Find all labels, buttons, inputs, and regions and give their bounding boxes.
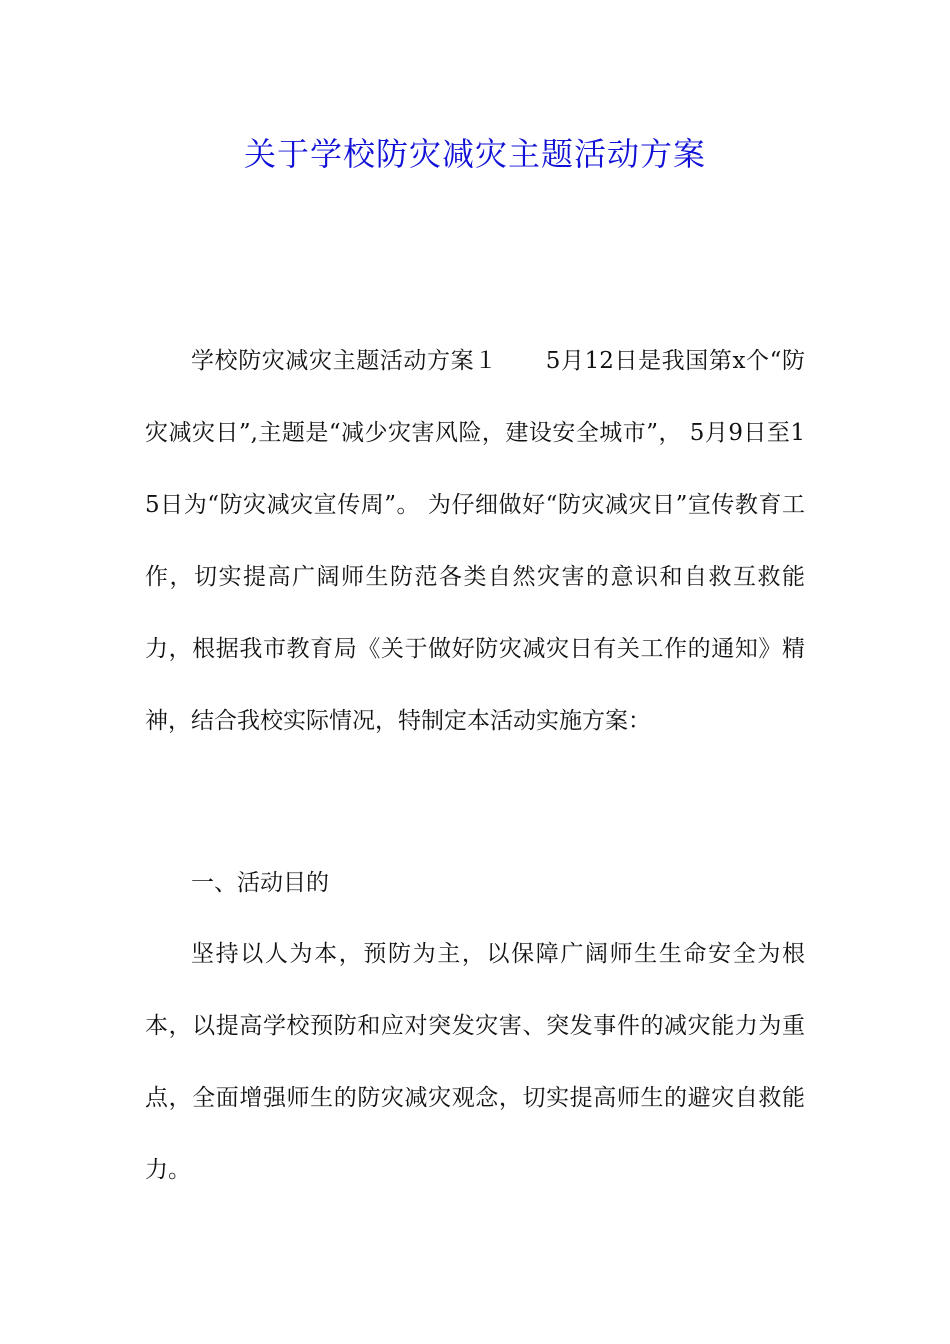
paragraph-lead: 学校防灾减灾主题活动方案１ (191, 348, 498, 374)
paragraph-goals (145, 918, 805, 1206)
page-title: 关于学校防灾减灾主题活动方案 (243, 135, 706, 173)
section-heading (145, 847, 805, 919)
section-heading-text: 一、活动目的 (191, 870, 329, 896)
paragraph-text: 坚持以人为本，预防为主，以保障广阔师生生命安全为根本，以提高学校预防和应对突发灾害、突发事件的减灾能力为重点，全面增强师生的防灾减灾观念，切实提高师生的避灾自救能力。 (145, 941, 805, 1183)
paragraph-intro (145, 325, 805, 757)
paragraph-text: 5月12日是我国第x个“防灾减灾日”,主题是“减少灾害风险，建设安全城市”， 5月9日至15日为“防灾减灾宣传周”。 为仔细做好“防灾减灾日”宣传教育工作，切实提高广阔师生防范各类自然灾害的意识和自救互救能力，根据我市教育局《关于做好防灾减灾日有关工作的通知》精神，结合我校实际情况，特制定本活动实施方案： (145, 348, 805, 734)
